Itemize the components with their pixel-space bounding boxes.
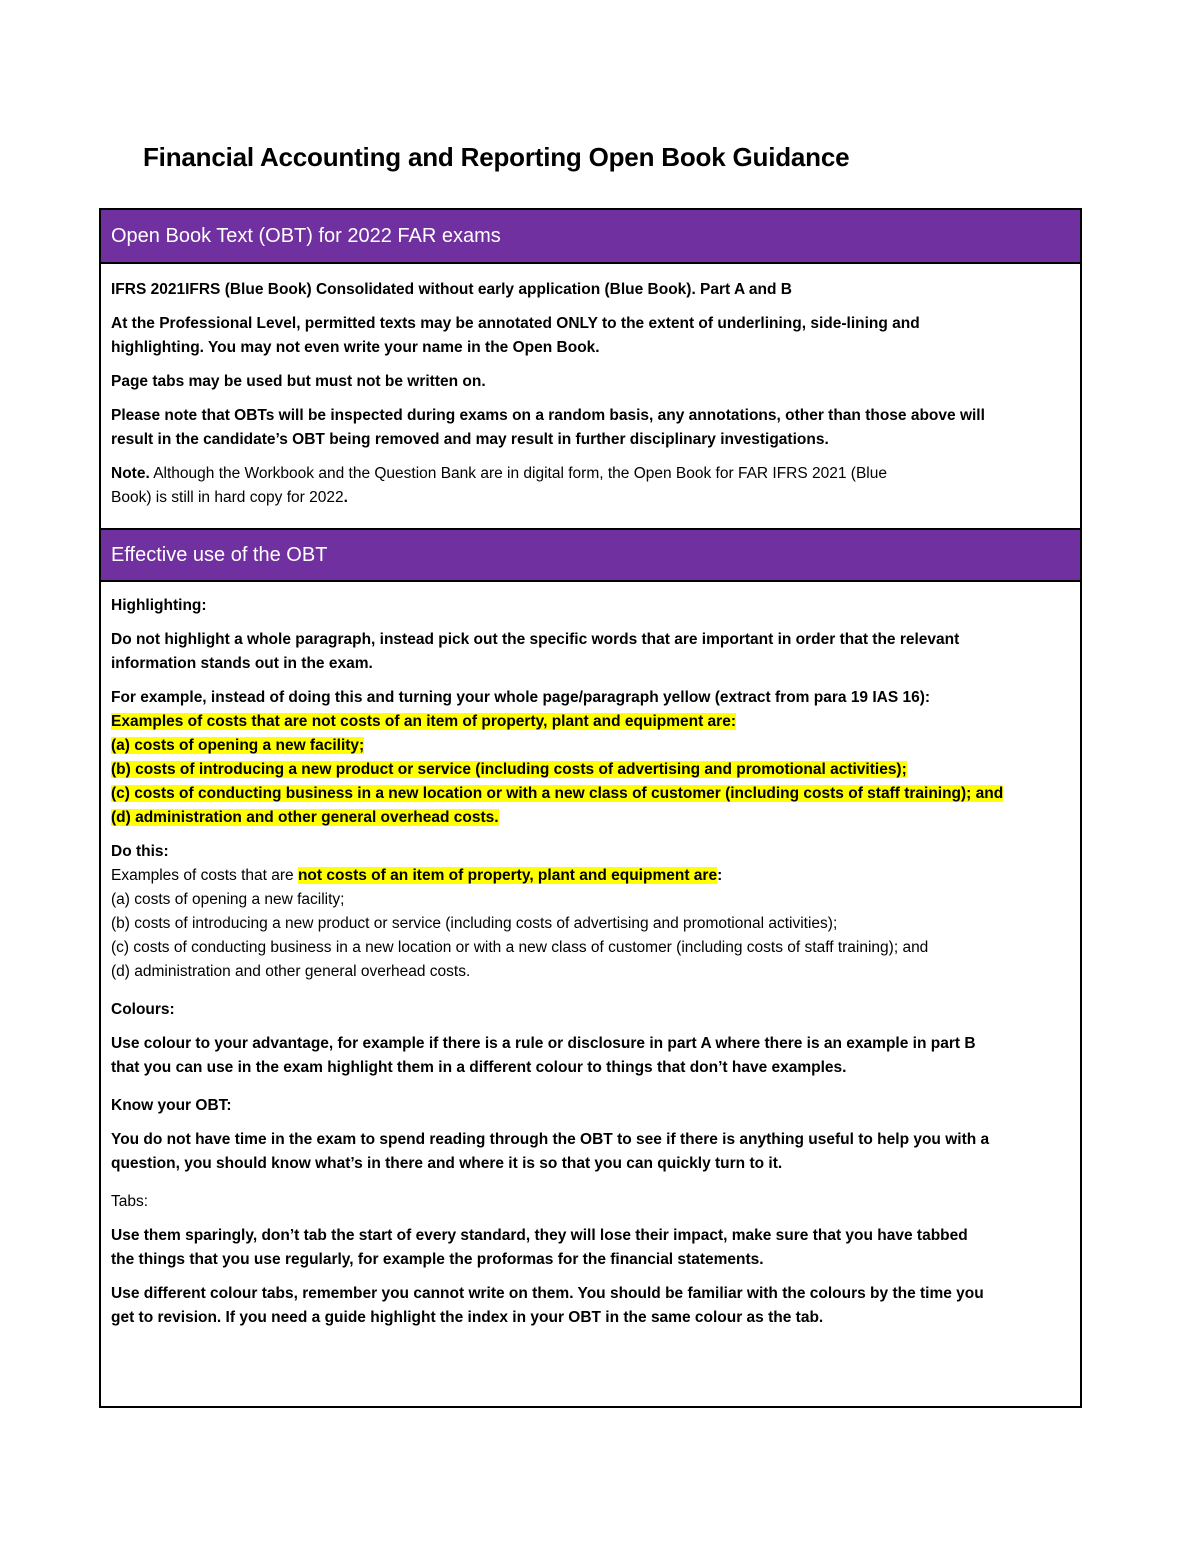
inspection-paragraph: Please note that OBTs will be inspected during exams on a random basis, any annotations, other than those above will result in the candidate’s OBT being removed and may result in further disciplinary investigations.	[111, 407, 985, 448]
highlighting-label: Highlighting:	[111, 597, 207, 614]
page-title: Financial Accounting and Reporting Open Book Guidance	[143, 142, 850, 172]
guidance-table	[99, 208, 1082, 1408]
know-obt-paragraph: You do not have time in the exam to spend reading through the OBT to see if there is anything useful to help you with a question, you should know what’s in there and where it is so that you can quickly turn to it.	[111, 1131, 990, 1172]
section-heading-effective-use: Effective use of the OBT	[101, 528, 1080, 582]
bad-example-block: For example, instead of doing this and turning your whole page/paragraph yellow (extract from para 19 IAS 16): Examples of costs that are not costs of an item of property, plant and equipment are: (a) costs of opening a new facility; (b) costs of introducing a new product or service (including costs of advertising and promotional activities); (c) costs of conducting business in a new location or with a new class of customer (including costs of staff training); and (d) administration and other general overhead costs.	[111, 689, 1004, 826]
section-heading-obt: Open Book Text (OBT) for 2022 FAR exams	[101, 210, 1080, 264]
section-obt-body	[101, 264, 1080, 528]
tabs-paragraph-1: Use them sparingly, don’t tab the start of every standard, they will lose their impact, make sure that you have tabbed the things that you use regularly, for example the proformas for the financial statements.	[111, 1227, 968, 1268]
permitted-annotations-paragraph: At the Professional Level, permitted texts may be annotated ONLY to the extent of underlining, side-lining and highlighting. You may not even write your name in the Open Book.	[111, 315, 920, 356]
section-effective-use-body	[101, 582, 1080, 1330]
highlighted-phrase: not costs of an item of property, plant and equipment are	[297, 867, 718, 884]
page-tabs-paragraph: Page tabs may be used but must not be written on.	[111, 373, 486, 390]
know-obt-label: Know your OBT:	[111, 1097, 232, 1114]
note-paragraph: Note. Although the Workbook and the Question Bank are in digital form, the Open Book for FAR IFRS 2021 (Blue Book) is still in hard copy for 2022.	[111, 465, 887, 506]
highlighted-line: (a) costs of opening a new facility;	[111, 737, 365, 754]
highlighted-line: (b) costs of introducing a new product or service (including costs of advertising and promotional activities);	[111, 761, 907, 778]
obt-title-paragraph: IFRS 2021IFRS (Blue Book) Consolidated without early application (Blue Book). Part A and B	[111, 281, 792, 298]
highlighted-line: (d) administration and other general overhead costs.	[111, 809, 499, 826]
good-example-block: Do this: Examples of costs that are not costs of an item of property, plant and equipment are: (a) costs of opening a new facility; (b) costs of introducing a new product or service (including costs of advertising and promotional activities); (c) costs of conducting business in a new location or with a new class of customer (including costs of staff training); and (d) administration and other general overhead costs.	[111, 840, 1070, 984]
tabs-paragraph-2: Use different colour tabs, remember you cannot write on them. You should be familiar with the colours by the time you get to revision. If you need a guide highlight the index in your OBT in the same colour as the tab.	[111, 1285, 984, 1326]
highlighting-paragraph: Do not highlight a whole paragraph, instead pick out the specific words that are important in order that the relevant information stands out in the exam.	[111, 631, 960, 672]
highlighted-line: (c) costs of conducting business in a new location or with a new class of customer (including costs of staff training); and	[111, 785, 1004, 802]
note-label: Note.	[111, 465, 150, 482]
do-this-label: Do this:	[111, 843, 169, 860]
tabs-label: Tabs:	[111, 1193, 149, 1210]
colours-label: Colours:	[111, 1001, 175, 1018]
highlighted-line: Examples of costs that are not costs of an item of property, plant and equipment are:	[111, 713, 736, 730]
colours-paragraph: Use colour to your advantage, for example if there is a rule or disclosure in part A where there is an example in part B that you can use in the exam highlight them in a different colour to things that don’t have examples.	[111, 1035, 976, 1076]
